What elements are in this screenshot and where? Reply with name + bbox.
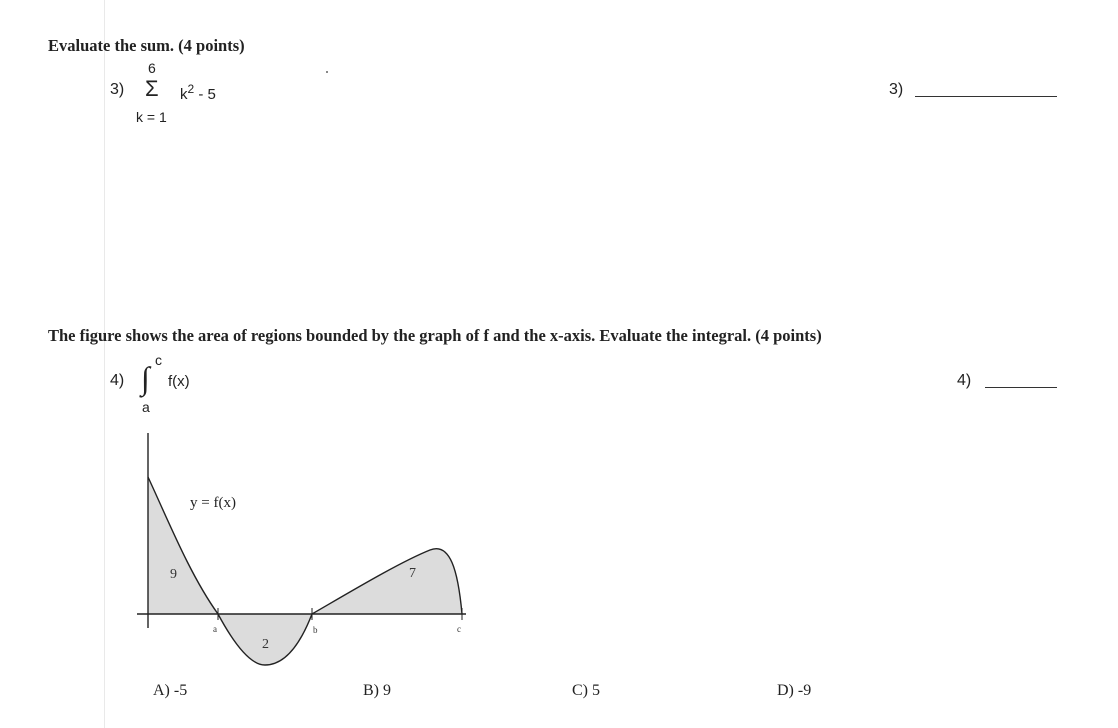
q4-integral-lower-limit: a <box>142 399 150 415</box>
q4-heading: The figure shows the area of regions bounded by the graph of f and the x-axis. Evaluate the integral. (4 points) <box>48 326 822 345</box>
q3-summation-symbol: Σ <box>145 76 159 101</box>
region-area-7 <box>312 549 462 614</box>
q3-term-base: k <box>180 86 188 103</box>
q3-number: 3) <box>110 81 125 98</box>
q4-integrand: f(x) <box>168 373 190 390</box>
region-label-7: 7 <box>409 566 416 581</box>
region-label-9: 9 <box>170 567 177 582</box>
choice-a[interactable]: A) -5 <box>153 682 188 699</box>
q4-integral-upper-limit: c <box>155 352 162 368</box>
q3-answer-label: 3) <box>889 81 904 98</box>
choice-d[interactable]: D) -9 <box>777 682 812 699</box>
q3-term-exponent: 2 <box>187 82 195 96</box>
q4-integral-symbol: ∫ <box>141 360 150 396</box>
q4-answer-label: 4) <box>957 372 972 389</box>
q3-heading: Evaluate the sum. (4 points) <box>48 36 245 55</box>
q3-sum-upper-limit: 6 <box>148 60 156 76</box>
q4-number: 4) <box>110 372 125 389</box>
curve-label: y = f(x) <box>190 495 236 511</box>
q3-term-rest: - 5 <box>198 86 216 103</box>
q3-sum-lower-limit: k = 1 <box>136 109 167 125</box>
axis-label-b: b <box>313 625 318 635</box>
region-label-2: 2 <box>262 637 269 652</box>
choice-c[interactable]: C) 5 <box>572 682 600 699</box>
axis-label-c: c <box>457 624 461 634</box>
choice-b[interactable]: B) 9 <box>363 682 391 699</box>
axis-label-a: a <box>213 624 217 634</box>
